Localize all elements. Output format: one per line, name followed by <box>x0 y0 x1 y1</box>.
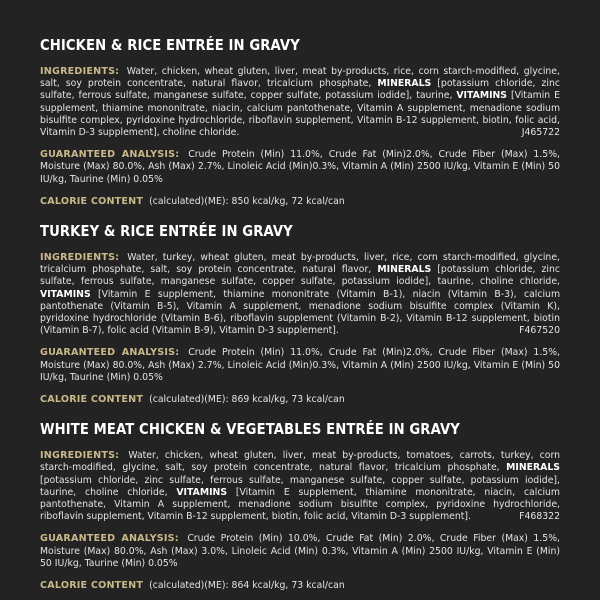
analysis-text: Crude Protein (Min) 11.0%, Crude Fat (Min)2.0%, Crude Fiber (Max) 1.5%, Moisture (Max) 80.0%, Ash (Max) 2.7%, Linoleic Acid (Min)0.3%, Vitamin A (Min) 2500 IU/kg, Vitamin E (Min) 50 IU/kg, Taurine (Min) 0.05% <box>40 149 560 185</box>
minerals-label: MINERALS <box>506 462 560 474</box>
analysis-label: GUARANTEED ANALYSIS: <box>40 347 180 359</box>
ingredients-text-mid: [potassium chloride, zinc sulfate, ferrous sulfate, manganese sulfate, copper sulfate, potassium iodide], taurine, choline chloride, <box>40 264 560 288</box>
vitamins-label: VITAMINS <box>176 486 228 498</box>
ingredients-text-post: [Vitamin E supplement, thiamine mononitrate, niacin, calcium pantothenate, Vitamin A supplement, menadione sodium bisulfite complex, pyridoxine hydrochloride, riboflavin supplement, Vitamin B-12 supplement, biotin, folic acid, Vitamin D-3 supplement]. <box>40 486 560 523</box>
section-title: CHICKEN & RICE ENTRÉE IN GRAVY <box>40 36 300 54</box>
calorie-text: (calculated)(ME): 850 kcal/kg, 72 kcal/can <box>149 195 345 207</box>
section-title: WHITE MEAT CHICKEN & VEGETABLES ENTRÉE IN GRAVY <box>40 420 460 439</box>
product-code: J465722 <box>521 127 560 139</box>
calorie-paragraph <box>40 196 560 208</box>
calorie-text: (calculated)(ME): 864 kcal/kg, 73 kcal/can <box>149 580 345 592</box>
analysis-text: Crude Protein (Min) 10.0%, Crude Fat (Min) 2.0%, Crude Fiber (Max) 1.5%, Moisture (Max) 80.0%, Ash (Max) 3.0%, Linoleic Acid (Min) 0.3%, Vitamin A (Min) 2500 IU/kg, Vitamin E (Min) 50 IU/kg, Taurine (Min) 0.05% <box>40 533 560 569</box>
vitamins-label: VITAMINS <box>456 90 507 102</box>
vitamins-label: VITAMINS <box>40 288 91 300</box>
product-code: F467520 <box>519 325 560 337</box>
analysis-label: GUARANTEED ANALYSIS: <box>40 149 180 161</box>
calorie-label: CALORIE CONTENT <box>40 394 144 406</box>
calorie-paragraph <box>40 394 560 406</box>
analysis-paragraph <box>40 149 560 186</box>
ingredients-label: INGREDIENTS: <box>40 66 120 77</box>
ingredients-label: INGREDIENTS: <box>40 450 120 462</box>
ingredients-text-post: [Vitamin E supplement, thiamine mononitrate (Vitamin B-1), niacin (Vitamin B-3), calcium pantothenate (Vitamin B-5), Vitamin A supplement, menadione sodium bisulfite complex (Vitamin K), pyridoxine hydrochloride (Vitamin B-6), riboflavin supplement (Vitamin B-2), Vitamin B-12 supplement, biotin (Vitamin B-7), folic acid (Vitamin B-9), Vitamin D-3 supplement]. <box>40 288 560 337</box>
ingredients-text-pre: Water, turkey, wheat gluten, meat by-products, liver, rice, corn starch-modified, glycine, tricalcium phosphate, salt, soy protein concentrate, natural flavor, <box>40 252 560 276</box>
analysis-text: Crude Protein (Min) 11.0%, Crude Fat (Min)2.0%, Crude Fiber (Max) 1.5%, Moisture (Max) 80.0%, Ash (Max) 2.7%, Linoleic Acid (Min)0.3%, Vitamin A (Min) 2500 IU/kg, Vitamin E (Min) 50 IU/kg, Taurine (Min) 0.05% <box>40 347 560 383</box>
section-white-meat-chicken-vegetables <box>40 420 560 592</box>
minerals-label: MINERALS <box>377 264 432 276</box>
analysis-paragraph <box>40 347 560 384</box>
product-code: F468322 <box>519 511 560 523</box>
section-turkey-rice <box>40 222 560 406</box>
ingredients-paragraph <box>40 252 560 337</box>
ingredients-text-post: [Vitamin E supplement, thiamine mononitrate, niacin, calcium pantothenate, Vitamin A supplement, menadione sodium bisulfite complex, pyridoxine hydrochloride, riboflavin supplement, Vitamin B-12 supplement, biotin, folic acid, Vitamin D-3 supplement], choline chloride. <box>40 90 560 139</box>
analysis-paragraph <box>40 533 560 570</box>
calorie-label: CALORIE CONTENT <box>40 195 144 207</box>
ingredients-text-pre: Water, chicken, wheat gluten, liver, meat by-products, tomatoes, carrots, turkey, corn starch-modified, glycine, salt, soy protein concentrate, natural flavor, tricalcium phosphate, <box>40 450 560 474</box>
section-title: TURKEY & RICE ENTRÉE IN GRAVY <box>40 222 293 241</box>
minerals-label: MINERALS <box>377 78 432 90</box>
calorie-text: (calculated)(ME): 869 kcal/kg, 73 kcal/can <box>149 394 345 406</box>
analysis-label: GUARANTEED ANALYSIS: <box>40 533 179 545</box>
calorie-label: CALORIE CONTENT <box>40 580 144 592</box>
section-chicken-rice <box>40 36 560 208</box>
ingredients-paragraph <box>40 450 560 523</box>
ingredients-paragraph <box>40 66 560 139</box>
ingredients-text-mid: [potassium chloride, zinc sulfate, ferrous sulfate, manganese sulfate, copper sulfate, potassium iodide], taurine, choline chloride, <box>40 474 560 498</box>
ingredients-text-pre: Water, chicken, wheat gluten, liver, meat by-products, rice, corn starch-modified, glycine, salt, soy protein concentrate, natural flavor, tricalcium phosphate, <box>40 66 560 90</box>
calorie-paragraph <box>40 580 560 592</box>
ingredients-label: INGREDIENTS: <box>40 252 120 264</box>
ingredients-text-mid: [potassium chloride, zinc sulfate, ferrous sulfate, manganese sulfate, copper sulfate, potassium iodide], taurine, <box>40 78 560 102</box>
